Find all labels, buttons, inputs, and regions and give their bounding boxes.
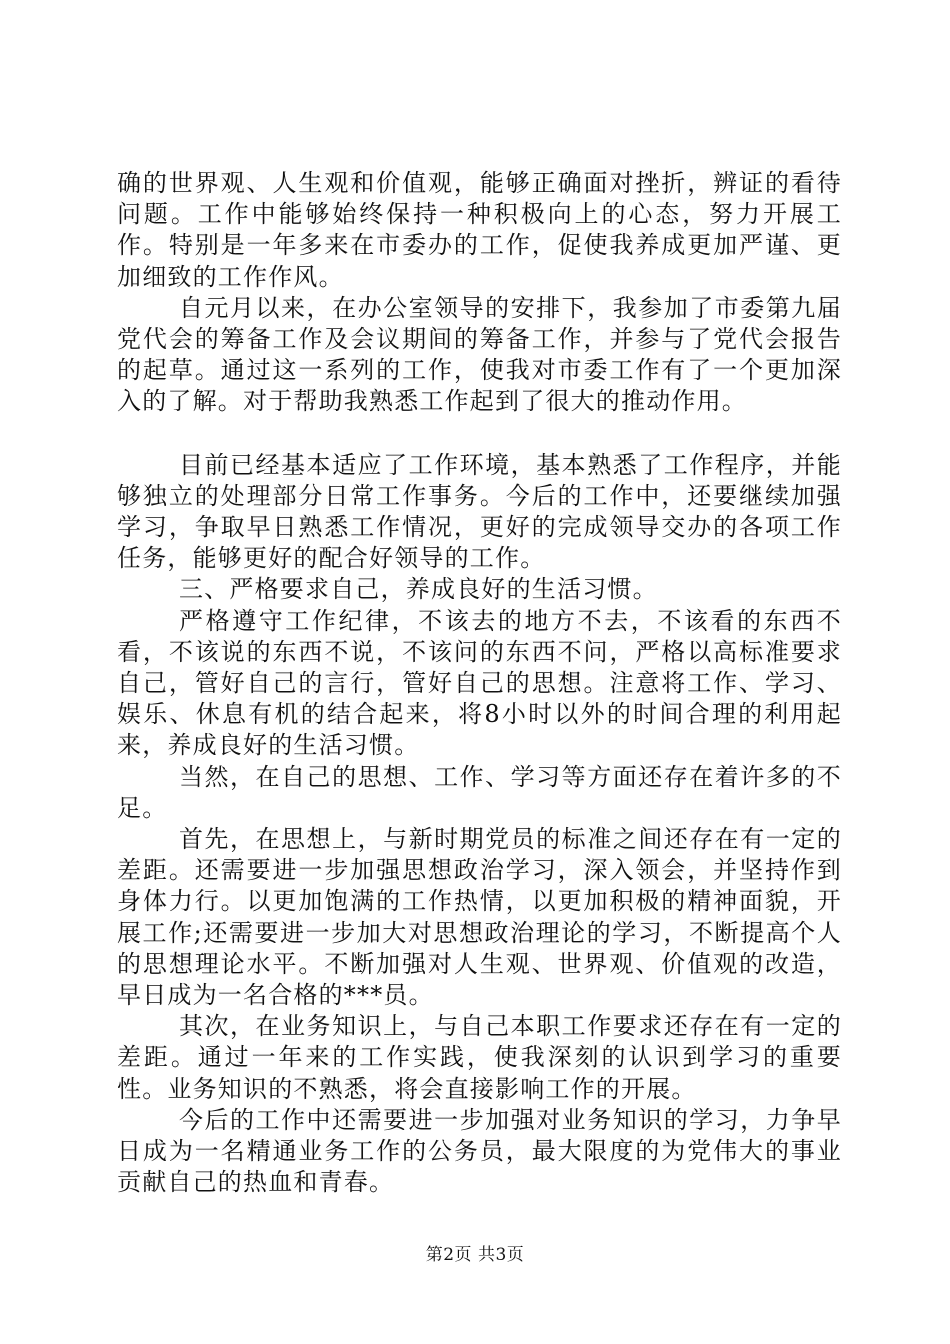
paragraph-discipline: 严格遵守工作纪律，不该去的地方不去，不该看的东西不看，不该说的东西不说，不该问的东西不问，严格以高标准要求自己，管好自己的言行，管好自己的思想。注意将工作、学习、娱乐、休息有机的结合起来，将8小时以外的时间合理的利用起来，养成良好的生活习惯。 (117, 606, 842, 760)
paragraph-party-congress: 自元月以来，在办公室领导的安排下，我参加了市委第九届党代会的筹备工作及会议期间的筹备工作，并参与了党代会报告的起草。通过这一系列的工作，使我对市委工作有了一个更加深入的了解。对于帮助我熟悉工作起到了很大的推动作用。 (117, 293, 842, 416)
paragraph-future-work: 今后的工作中还需要进一步加强对业务知识的学习，力争早日成为一名精通业务工作的公务员，最大限度的为党伟大的事业贡献自己的热血和青春。 (117, 1105, 842, 1197)
paragraph-shortcomings: 当然，在自己的思想、工作、学习等方面还存在着许多的不足。 (117, 762, 842, 822)
paragraph-ideology: 首先，在思想上，与新时期党员的标准之间还存在有一定的差距。还需要进一步加强思想政治学习，深入领会，并坚持作到身体力行。以更加饱满的工作热情，以更加积极的精神面貌，开展工作;还需要进一步加大对思想政治理论的学习，不断提高个人的思想理论水平。不断加强对人生观、世界观、价值观的改造，早日成为一名合格的***员。 (117, 825, 842, 1010)
document-body (117, 168, 842, 1199)
section-heading-3: 三、严格要求自己，养成良好的生活习惯。 (179, 575, 658, 604)
paragraph-business-knowledge: 其次，在业务知识上，与自己本职工作要求还存在有一定的差距。通过一年来的工作实践，使我深刻的认识到学习的重要性。业务知识的不熟悉，将会直接影响工作的开展。 (117, 1012, 842, 1103)
paragraph-spacer (117, 418, 842, 450)
paragraph-work-adaptation: 目前已经基本适应了工作环境，基本熟悉了工作程序，并能够独立的处理部分日常工作事务。今后的工作中，还要继续加强学习，争取早日熟悉工作情况，更好的完成领导交办的各项工作任务，能够更好的配合好领导的工作。 (117, 450, 842, 573)
paragraph-continuation: 确的世界观、人生观和价值观，能够正确面对挫折，辨证的看待问题。工作中能够始终保持一种积极向上的心态，努力开展工作。特别是一年多来在市委办的工作，促使我养成更加严谨、更加细致的工作作风。 (117, 169, 842, 291)
page-number-footer: 第2页 共3页 (425, 1245, 525, 1265)
